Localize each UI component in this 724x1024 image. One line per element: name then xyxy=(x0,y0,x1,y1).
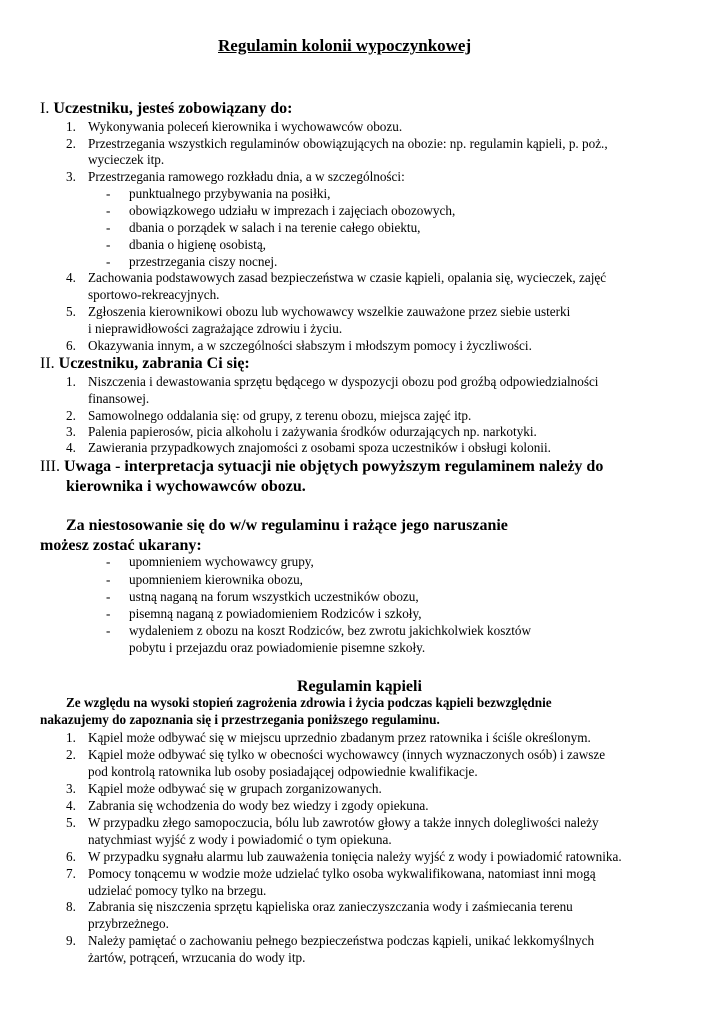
s1-item-6-text: Okazywania innym, a w szczególności słabszym i młodszym pomocy i życzliwości. xyxy=(88,338,532,353)
bathing-intro: Ze względu na wysoki stopień zagrożenia zdrowia i życia podczas kąpieli bezwzględnie xyxy=(66,695,552,710)
section-1-roman: I. xyxy=(40,100,50,117)
bath-item-9-text-cont: żartów, potrąceń, wrzucania do wody itp. xyxy=(88,950,306,965)
s1-item-2-text: Przestrzegania wszystkich regulaminów obowiązujących na obozie: np. regulamin kąpieli, p. poż., xyxy=(88,136,608,151)
penalty-item-cont: pobytu i przejazdu oraz powiadomienie pisemne szkoły. xyxy=(129,640,426,655)
s1-sub-item: przestrzegania ciszy nocnej. xyxy=(129,254,278,269)
bathing-intro-cont: nakazujemy do zapoznania się i przestrzegania poniższego regulaminu. xyxy=(40,712,440,727)
penalty-item: upomnieniem wychowawcy grupy, xyxy=(129,554,314,569)
s1-item-2-text-cont: wycieczek itp. xyxy=(88,152,165,167)
bath-item-3-text: Kąpiel może odbywać się w grupach zorganizowanych. xyxy=(88,781,382,796)
bathing-title: Regulamin kąpieli xyxy=(297,678,422,695)
penalty-dash: - xyxy=(106,572,111,587)
bath-item-5-text: W przypadku złego samopoczucia, bólu lub zawrotów głowy a także innych dolegliwości należy xyxy=(88,815,599,830)
s1-item-3-text: Przestrzegania ramowego rozkładu dnia, a w szczególności: xyxy=(88,169,405,184)
s1-sub-item: punktualnego przybywania na posiłki, xyxy=(129,186,331,201)
bath-item-1-num: 1. xyxy=(66,730,76,745)
bath-item-5-num: 5. xyxy=(66,815,76,830)
bath-item-3-num: 3. xyxy=(66,781,76,796)
s1-sub-dash: - xyxy=(106,203,111,218)
s2-item-2-num: 2. xyxy=(66,408,76,423)
s1-sub-dash: - xyxy=(106,186,111,201)
s2-item-3-text: Palenia papierosów, picia alkoholu i zażywania środków odurzających np. narkotyki. xyxy=(88,424,537,439)
s1-item-4-num: 4. xyxy=(66,270,76,285)
s1-item-5-text: Zgłoszenia kierownikowi obozu lub wychowawcy wszelkie zauważone przez siebie usterki xyxy=(88,304,571,319)
section-3-text: Uwaga - interpretacja sytuacji nie objętych powyższym regulaminem należy do xyxy=(63,458,604,475)
s1-item-2-num: 2. xyxy=(66,136,76,151)
s2-item-1-text: Niszczenia i dewastowania sprzętu będącego w dyspozycji obozu pod groźbą odpowiedzialności xyxy=(88,374,599,389)
section-1-heading xyxy=(40,99,292,119)
s2-item-2-text: Samowolnego oddalania się: od grupy, z terenu obozu, miejsca zajęć itp. xyxy=(88,408,472,423)
section-3-roman: III. xyxy=(40,458,60,475)
s2-item-4-num: 4. xyxy=(66,440,76,455)
bath-item-7-text-cont: udzielać pomocy tylko na brzegu. xyxy=(88,883,267,898)
s1-item-6-num: 6. xyxy=(66,338,76,353)
s1-item-5-text-cont: i nieprawidłowości zagrażające zdrowiu i życiu. xyxy=(88,321,343,336)
bath-item-4-num: 4. xyxy=(66,798,76,813)
page-title: Regulamin kolonii wypoczynkowej xyxy=(218,36,472,55)
bath-item-7-text: Pomocy tonącemu w wodzie może udzielać tylko osoba wykwalifikowana, natomiast inni mogą xyxy=(88,866,596,881)
section-2-roman: II. xyxy=(40,355,55,372)
penalty-item: ustną naganą na forum wszystkich uczestników obozu, xyxy=(129,589,419,604)
bath-item-7-num: 7. xyxy=(66,866,76,881)
s1-item-4-text-cont: sportowo-rekreacyjnych. xyxy=(88,287,220,302)
s1-item-3-num: 3. xyxy=(66,169,76,184)
bath-item-6-text: W przypadku sygnału alarmu lub zauważenia tonięcia należy wyjść z wody i powiadomić ratownika. xyxy=(88,849,622,864)
bath-item-2-text-cont: pod kontrolą ratownika lub osoby posiadającej odpowiednie kwalifikacje. xyxy=(88,764,478,779)
penalty-dash: - xyxy=(106,623,111,638)
s1-sub-dash: - xyxy=(106,237,111,252)
bath-item-4-text: Zabrania się wchodzenia do wody bez wiedzy i zgody opiekuna. xyxy=(88,798,429,813)
bath-item-8-num: 8. xyxy=(66,899,76,914)
bath-item-2-text: Kąpiel może odbywać się tylko w obecności wychowawcy (innych wyznaczonych osób) i zawsze xyxy=(88,747,606,762)
section-3-text-cont: kierownika i wychowawców obozu. xyxy=(66,478,306,495)
bath-item-1-text: Kąpiel może odbywać się w miejscu uprzednio zbadanym przez ratownika i ściśle określonym. xyxy=(88,730,591,745)
s1-sub-item: dbania o higienę osobistą, xyxy=(129,237,266,252)
s1-sub-item: dbania o porządek w salach i na terenie całego obiektu, xyxy=(129,220,421,235)
bath-item-5-text-cont: natychmiast wyjść z wody i powiadomić o tym opiekuna. xyxy=(88,832,392,847)
bath-item-6-num: 6. xyxy=(66,849,76,864)
s2-item-1-text-cont: finansowej. xyxy=(88,391,150,406)
bath-item-8-text-cont: przybrzeżnego. xyxy=(88,916,169,931)
bath-item-8-text: Zabrania się niszczenia sprzętu kąpieliska oraz zanieczyszczania wody i zaśmiecania terenu xyxy=(88,899,573,914)
section-2-heading xyxy=(40,354,250,374)
s1-sub-dash: - xyxy=(106,220,111,235)
penalty-dash: - xyxy=(106,554,111,569)
bath-item-9-num: 9. xyxy=(66,933,76,948)
penalty-dash: - xyxy=(106,606,111,621)
s2-item-3-num: 3. xyxy=(66,424,76,439)
penalty-dash: - xyxy=(106,589,111,604)
bath-item-9-text: Należy pamiętać o zachowaniu pełnego bezpieczeństwa podczas kąpieli, unikać lekkomyślnych xyxy=(88,933,595,948)
penalties-heading-cont: możesz zostać ukarany: xyxy=(40,537,202,554)
section-3-heading xyxy=(40,457,603,477)
s1-sub-dash: - xyxy=(106,254,111,269)
penalty-item: pisemną naganą z powiadomieniem Rodziców i szkoły, xyxy=(129,606,422,621)
s1-item-1-num: 1. xyxy=(66,119,76,134)
s1-item-4-text: Zachowania podstawowych zasad bezpieczeństwa w czasie kąpieli, opalania się, wycieczek, zajęć xyxy=(88,270,607,285)
s2-item-4-text: Zawierania przypadkowych znajomości z osobami spoza uczestników i obsługi kolonii. xyxy=(88,440,551,455)
penalty-item: upomnieniem kierownika obozu, xyxy=(129,572,303,587)
s1-sub-item: obowiązkowego udziału w imprezach i zajęciach obozowych, xyxy=(129,203,456,218)
section-1-title: Uczestniku, jesteś zobowiązany do: xyxy=(53,100,293,117)
penalty-item: wydaleniem z obozu na koszt Rodziców, bez zwrotu jakichkolwiek kosztów xyxy=(129,623,531,638)
s1-item-1-text: Wykonywania poleceń kierownika i wychowawców obozu. xyxy=(88,119,403,134)
section-2-title: Uczestniku, zabrania Ci się: xyxy=(58,355,250,372)
bath-item-2-num: 2. xyxy=(66,747,76,762)
s2-item-1-num: 1. xyxy=(66,374,76,389)
penalties-heading: Za niestosowanie się do w/w regulaminu i rażące jego naruszanie xyxy=(66,517,508,534)
s1-item-5-num: 5. xyxy=(66,304,76,319)
